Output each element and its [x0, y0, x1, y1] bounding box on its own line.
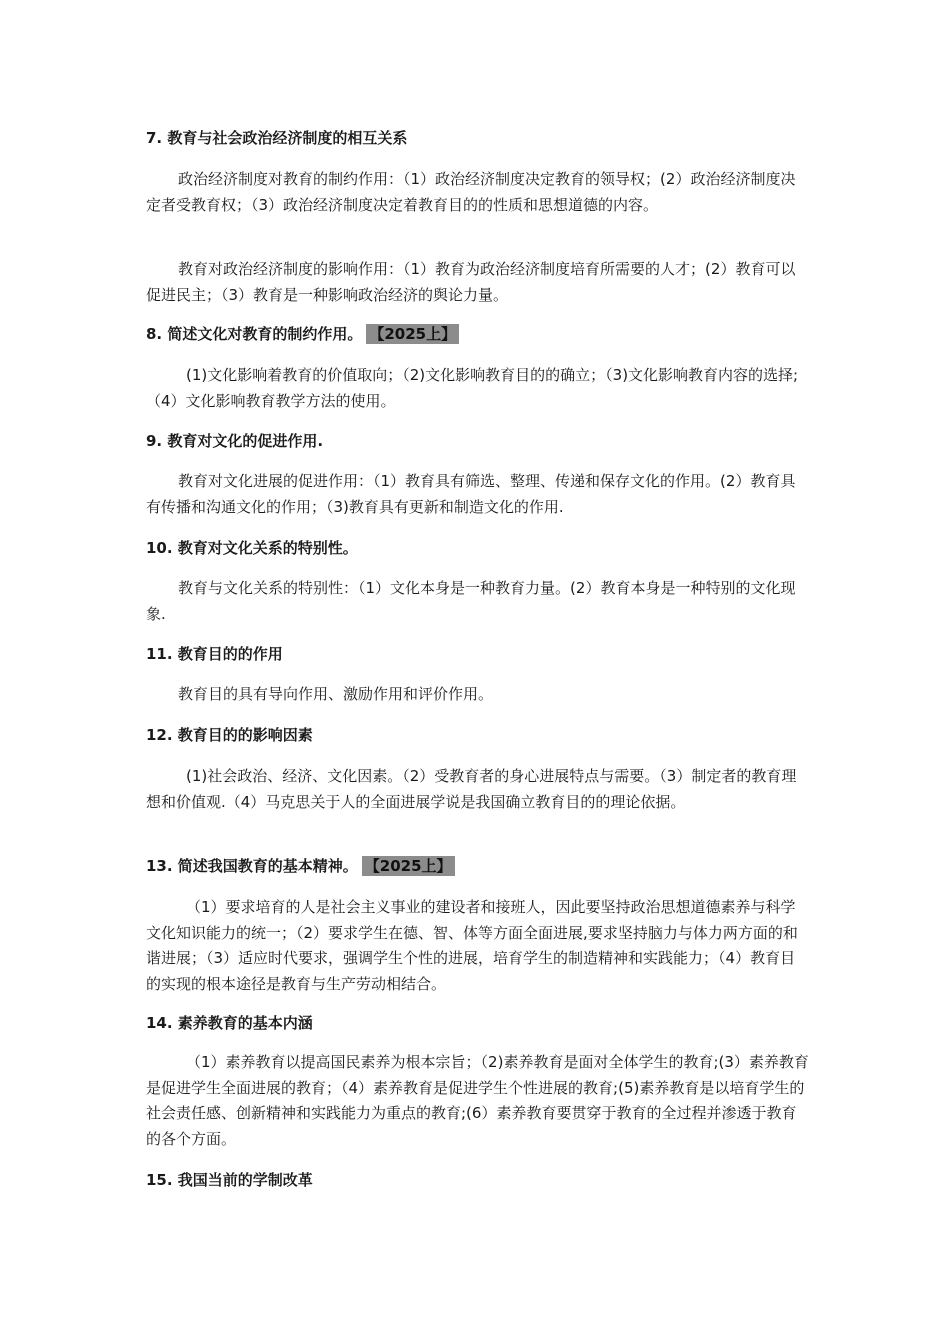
section-10-paragraph-1: 教育与文化关系的特别性：（1）文化本身是一种教育力量。(2）教育本身是一种特别的文化现象. [146, 579, 796, 623]
section-12-paragraph-1: (1)社会政治、经济、文化因素。（2）受教育者的身心进展特点与需要。（3）制定者的教育理想和价值观.（4）马克思关于人的全面进展学说是我国确立教育目的的理论依据。 [146, 767, 797, 811]
section-heading-text: 12. 教育目的的影响因素 [146, 726, 313, 744]
section-heading-text: 8. 简述文化对教育的制约作用。 [146, 325, 363, 343]
section-9-paragraph-1: 教育对文化进展的促进作用：（1）教育具有筛选、整理、传递和保存文化的作用。(2）教育具有传播和沟通文化的作用；（3)教育具有更新和制造文化的作用. [146, 472, 796, 516]
section-heading-text: 11. 教育目的的作用 [146, 645, 283, 663]
section-8-paragraph-1: (1)文化影响着教育的价值取向；（2)文化影响教育目的的确立；（3)文化影响教育内容的选择;（4）文化影响教育教学方法的使用。 [146, 366, 799, 410]
section-14-paragraph-1: （1）素养教育以提高国民素养为根本宗旨；（2)素养教育是面对全体学生的教育;(3）素养教育是促进学生全面进展的教育；（4）素养教育是促进学生个性进展的教育;(5)素养教育是以培育学生的社会责任感、创新精神和实践能力为重点的教育;(6）素养教育要贯穿于教育的全过程并渗透于教育的各个方面。 [146, 1053, 809, 1148]
section-heading-text: 13. 简述我国教育的基本精神。 [146, 857, 358, 875]
section-heading-text: 7. 教育与社会政治经济制度的相互关系 [146, 129, 408, 147]
section-11-paragraph-1: 教育目的具有导向作用、激励作用和评价作用。 [178, 685, 494, 703]
exam-tag-badge: 【2025上】 [366, 324, 459, 344]
section-heading-text: 15. 我国当前的学制改革 [146, 1171, 313, 1189]
section-heading-text: 10. 教育对文化关系的特别性。 [146, 539, 358, 557]
exam-tag-badge: 【2025上】 [362, 856, 455, 876]
section-heading-text: 9. 教育对文化的促进作用. [146, 432, 324, 450]
section-title-13 [146, 856, 455, 876]
section-13-paragraph-1: （1）要求培育的人是社会主义事业的建设者和接班人，因此要坚持政治思想道德素养与科学文化知识能力的统一；（2）要求学生在德、智、体等方面全面进展,要求坚持脑力与体力两方面的和谐进展；（3）适应时代要求，强调学生个性的进展，培育学生的制造精神和实践能力；（4）教育目的实现的根本途径是教育与生产劳动相结合。 [146, 898, 798, 993]
section-title-15 [146, 1170, 313, 1190]
section-heading-text: 14. 素养教育的基本内涵 [146, 1014, 313, 1032]
section-7-paragraph-2: 教育对政治经济制度的影响作用：（1）教育为政治经济制度培育所需要的人才；(2）教育可以促进民主；（3）教育是一种影响政治经济的舆论力量。 [146, 260, 796, 304]
section-title-7 [146, 128, 407, 148]
section-title-11 [146, 644, 283, 664]
section-title-12 [146, 725, 313, 745]
section-title-10 [146, 538, 358, 558]
section-title-9 [146, 431, 323, 451]
section-7-paragraph-1: 政治经济制度对教育的制约作用：（1）政治经济制度决定教育的领导权；(2）政治经济制度决定者受教育权；（3）政治经济制度决定着教育目的的性质和思想道德的内容。 [146, 170, 796, 214]
section-title-14 [146, 1013, 313, 1033]
section-title-8 [146, 324, 459, 344]
